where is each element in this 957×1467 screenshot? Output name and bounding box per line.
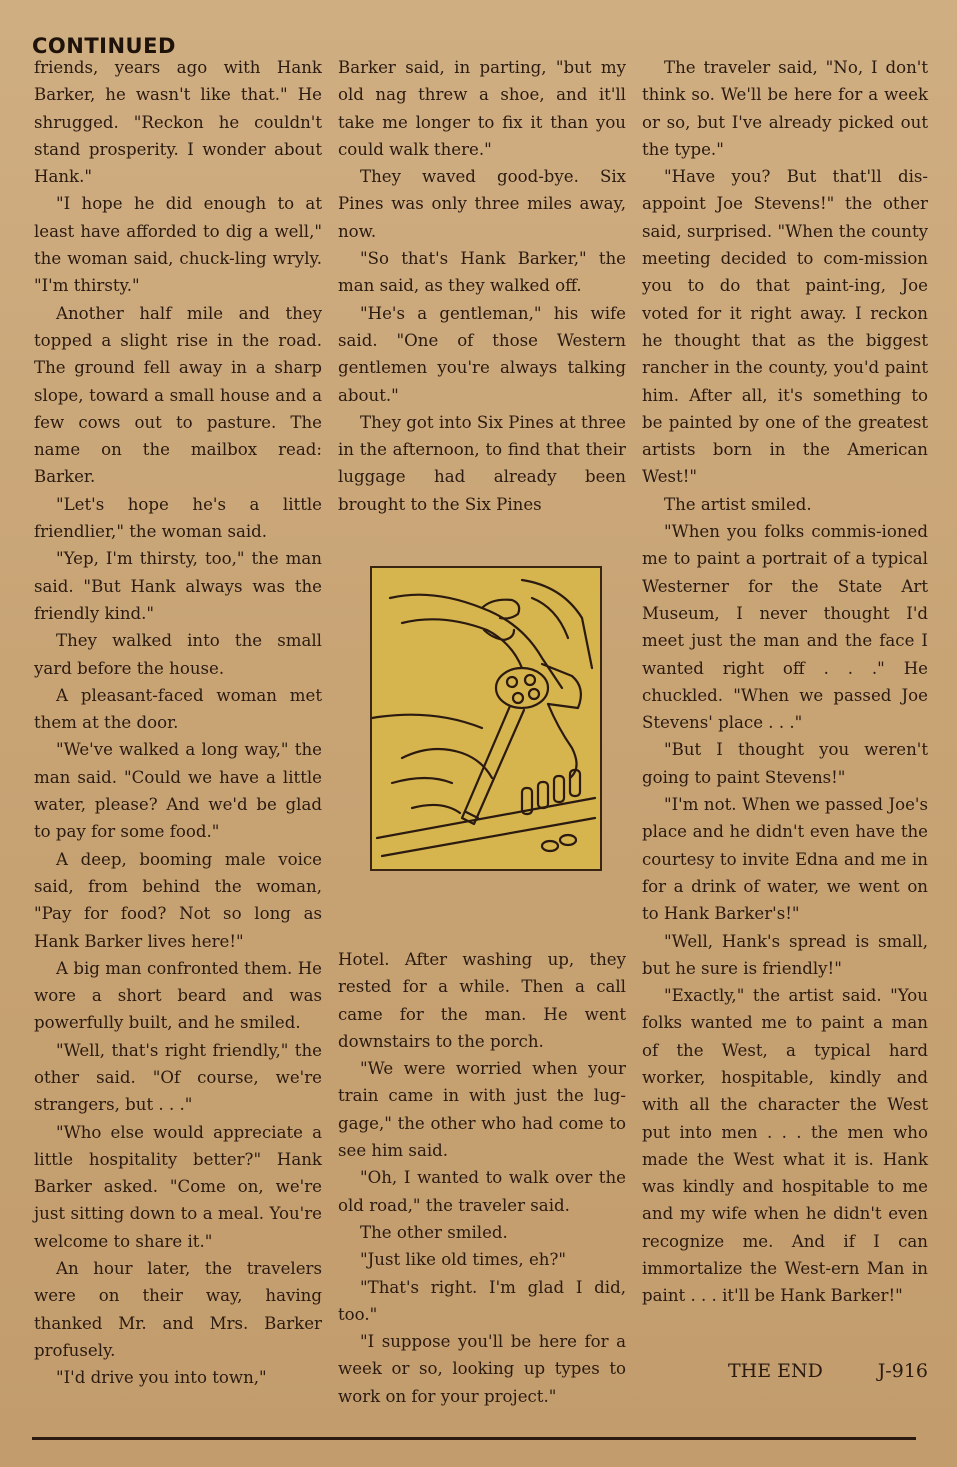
paragraph: A big man confronted them. He wore a short beard and was powerfully built, and he smiled.	[34, 958, 322, 1033]
paragraph: "So that's Hank Barker," the man said, as they walked off.	[338, 249, 626, 296]
revolver-illustration	[370, 566, 602, 871]
paragraph: The artist smiled.	[664, 494, 812, 514]
paragraph: "Well, Hank's spread is small, but he sure is friendly!"	[642, 931, 928, 978]
paragraph: They walked into the small yard before the house.	[34, 631, 322, 678]
paragraph: "I suppose you'll be here for a week or so, looking up types to work on for your project."	[338, 1332, 626, 1406]
paragraph: "I'm not. When we passed Joe's place and he didn't even have the courtesy to invite Edna and me in for a drink of water, we went on to Hank Barker's!"	[642, 795, 928, 924]
paragraph: "Oh, I wanted to walk over the old road," the traveler said.	[338, 1168, 626, 1215]
paragraph: friends, years ago with Hank Barker, he wasn't like that." He shrugged. "Reckon he couldn't stand prosperity. I wonder about Hank."	[34, 58, 322, 187]
paragraph: "Just like old times, eh?"	[360, 1250, 567, 1270]
paragraph: Another half mile and they topped a slight rise in the road. The ground fell away in a sharp slope, toward a small house and a few cows out to pasture. The name on the mailbox read: Barker.	[34, 303, 322, 487]
revolver-drawing	[372, 568, 600, 869]
paragraph: Barker said, in parting, "but my old nag threw a shoe, and it'll take me longer to fix it than you could walk there."	[338, 58, 626, 159]
paragraph: The other smiled.	[360, 1222, 508, 1242]
bottom-rule	[32, 1437, 916, 1440]
paragraph: An hour later, the travelers were on their way, having thanked Mr. and Mrs. Barker profusely.	[34, 1259, 322, 1360]
paragraph: "Let's hope he's a little friendlier," the woman said.	[34, 494, 322, 542]
paragraph: A deep, booming male voice said, from behind the woman, "Pay for food? Not so long as Hank Barker lives here!"	[34, 849, 322, 951]
paragraph: A pleasant-faced woman met them at the door.	[34, 685, 322, 733]
the-end-label: THE END	[728, 1360, 823, 1382]
paragraph: "Yep, I'm thirsty, too," the man said. "But Hank always was the friendly kind."	[34, 549, 322, 623]
paragraph: "Well, that's right friendly," the other said. "Of course, we're strangers, but . . ."	[34, 1040, 322, 1115]
paragraph: "We've walked a long way," the man said. "Could we have a little water, please? And we'd be glad to pay for some food."	[34, 740, 322, 842]
paragraph: They waved good-bye. Six Pines was only three miles away, now.	[338, 167, 626, 241]
text-column-2-top	[338, 54, 626, 518]
paragraph: "When you folks commis-ioned me to paint a portrait of a typical Westerner for the State Art Museum, I never thought I'd meet just the man and the face I wanted right off . . ." He chuckled. "When we passed Joe Stevens' place . . ."	[642, 522, 928, 733]
paragraph: "I hope he did enough to at least have afforded to dig a well," the woman said, chuck-ling wryly. "I'm thirsty."	[34, 194, 322, 296]
story-footer	[728, 1360, 928, 1382]
text-column-2-bottom	[338, 946, 626, 1410]
paragraph: "Who else would appreciate a little hospitality better?" Hank Barker asked. "Come on, we're just sitting down to a meal. You're welcome to share it."	[34, 1122, 322, 1251]
paragraph: "He's a gentleman," his wife said. "One of those Western gentlemen you're always talking about."	[338, 303, 626, 405]
paragraph: They got into Six Pines at three in the afternoon, to find that their luggage had already been brought to the Six Pines	[338, 412, 626, 514]
paragraph: "I'd drive you into town,"	[56, 1368, 267, 1388]
text-column-3	[642, 54, 928, 1310]
paragraph: Hotel. After washing up, they rested for a while. Then a call came for the man. He went downstairs to the porch.	[338, 950, 626, 1051]
paragraph: The traveler said, "No, I don't think so. We'll be here for a week or so, but I've already picked out the type."	[642, 58, 928, 159]
paragraph: "We were worried when your train came in with just the lug-gage," the other who had come to see him said.	[338, 1059, 626, 1161]
continued-header: CONTINUED	[32, 34, 176, 58]
paragraph: "Have you? But that'll dis-appoint Joe Stevens!" the other said, surprised. "When the county meeting decided to com-mission you to do that paint-ing, Joe voted for it right away. I reckon he thought that as the biggest rancher in the county, you'd paint him. After all, it's something to be painted by one of the greatest artists born in the American West!"	[642, 167, 928, 487]
paragraph: "That's right. I'm glad I did, too."	[338, 1277, 626, 1324]
paragraph: "But I thought you weren't going to paint Stevens!"	[642, 740, 928, 787]
story-code: J-916	[877, 1360, 928, 1382]
paragraph: "Exactly," the artist said. "You folks wanted me to paint a man of the West, a typical hard worker, hospitable, kindly and with all the character the West put into men . . . the men who made the West what it is. Hank was kindly and hospitable to me and my wife when he didn't even recognize me. And if I can immortalize the West-ern Man in paint . . . it'll be Hank Barker!"	[642, 986, 928, 1306]
text-column-1	[34, 54, 322, 1392]
